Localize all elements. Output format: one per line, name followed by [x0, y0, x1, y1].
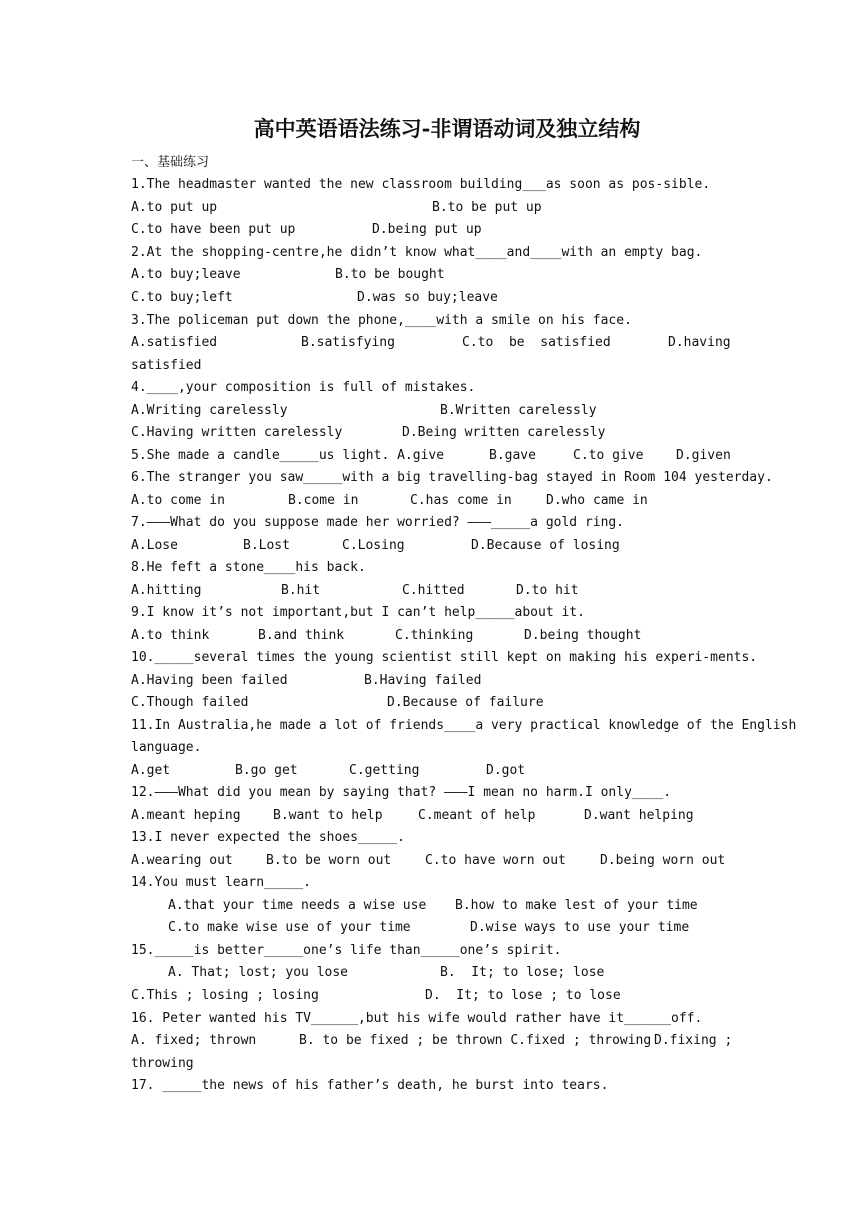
option: D.having — [668, 335, 731, 350]
option: B.satisfying — [301, 335, 395, 350]
option: A.wearing out — [131, 853, 233, 868]
option: A.to put up — [131, 200, 218, 215]
option: A.to come in — [131, 493, 225, 508]
option: B.hit — [281, 583, 321, 598]
option: D. It; to lose ; to lose — [425, 988, 621, 1003]
question-16: 16. Peter wanted his TV______,but his wife would rather have it______off. — [131, 1011, 703, 1026]
option: C.to make wise use of your time — [168, 920, 411, 935]
question-3: 3.The policeman put down the phone,____with a smile on his face. — [131, 313, 632, 328]
option: A.Writing carelessly — [131, 403, 288, 418]
option: B.to be bought — [335, 267, 445, 282]
option: C.hitted — [402, 583, 465, 598]
option: D.being worn out — [600, 853, 726, 868]
question-7: 7.———What do you suppose made her worried? ———_____a gold ring. — [131, 515, 625, 530]
option: A. That; lost; you lose — [168, 965, 349, 980]
option: D.Being written carelessly — [402, 425, 606, 440]
option: A.Having been failed — [131, 673, 288, 688]
option: C.Though failed — [131, 695, 249, 710]
option: D.who came in — [546, 493, 648, 508]
question-17: 17. _____the news of his father’s death, he burst into tears. — [131, 1078, 609, 1093]
option: A.to think — [131, 628, 210, 643]
option: C.to buy;left — [131, 290, 233, 305]
option: C.meant of help — [418, 808, 536, 823]
option: C.to have worn out — [425, 853, 566, 868]
question-11: 11.In Australia,he made a lot of friends____a very practical knowledge of the English — [131, 718, 797, 733]
option: B.how to make lest of your time — [455, 898, 698, 913]
option: D.fixing ; — [654, 1033, 733, 1048]
question-2: 2.At the shopping-centre,he didn’t know what____and____with an empty bag. — [131, 245, 703, 260]
option: D.wise ways to use your time — [470, 920, 690, 935]
option: D.to hit — [516, 583, 579, 598]
option: B. to be fixed ; be thrown C.fixed ; throwing — [299, 1033, 652, 1048]
question-10: 10._____several times the young scientist still kept on making his experi-ments. — [131, 650, 758, 665]
option: A.to buy;leave — [131, 267, 241, 282]
option: B.to be worn out — [266, 853, 392, 868]
option: A.get — [131, 763, 171, 778]
option: D.was so buy;leave — [357, 290, 498, 305]
option: A. fixed; thrown — [131, 1033, 257, 1048]
option: D.Because of losing — [471, 538, 620, 553]
option: B.Having failed — [364, 673, 482, 688]
question-12: 12.———What did you mean by saying that? ———I mean no harm.I only____. — [131, 785, 672, 800]
option: B.and think — [258, 628, 345, 643]
option: C.thinking — [395, 628, 474, 643]
section-heading: 一、基础练习 — [131, 155, 210, 170]
question-8: 8.He feft a stone____his back. — [131, 560, 366, 575]
option: D.given — [676, 448, 731, 463]
option: D.being put up — [372, 222, 482, 237]
question-13: 13.I never expected the shoes_____. — [131, 830, 405, 845]
question-9: 9.I know it’s not important,but I can’t help_____about it. — [131, 605, 585, 620]
question-5: 5.She made a candle_____us light. A.give — [131, 448, 445, 463]
option: A.Lose — [131, 538, 178, 553]
option: C.to be satisfied — [462, 335, 611, 350]
question-16-continued: throwing — [131, 1056, 194, 1071]
question-4: 4.____,your composition is full of mistakes. — [131, 380, 476, 395]
page-title: 高中英语语法练习-非谓语动词及独立结构 — [253, 116, 641, 141]
question-6: 6.The stranger you saw_____with a big travelling-bag stayed in Room 104 yesterday. — [131, 470, 773, 485]
option: B.Lost — [243, 538, 290, 553]
option: B.gave — [489, 448, 536, 463]
option: A.satisfied — [131, 335, 218, 350]
option: D.got — [486, 763, 526, 778]
question-1: 1.The headmaster wanted the new classroom building___as soon as pos-sible. — [131, 177, 711, 192]
option: C.getting — [349, 763, 420, 778]
option: C.This ; losing ; losing — [131, 988, 319, 1003]
option: B.want to help — [273, 808, 383, 823]
option: B.go get — [235, 763, 298, 778]
option: B.come in — [288, 493, 359, 508]
question-14: 14.You must learn_____. — [131, 875, 312, 890]
option: C.to have been put up — [131, 222, 296, 237]
option: A.hitting — [131, 583, 202, 598]
question-15: 15._____is better_____one’s life than_____one’s spirit. — [131, 943, 562, 958]
option: C.Losing — [342, 538, 405, 553]
option: B.Written carelessly — [440, 403, 597, 418]
question-11-continued: language. — [131, 740, 202, 755]
option: C.to give — [573, 448, 644, 463]
option: D.being thought — [524, 628, 642, 643]
option: C.has come in — [410, 493, 512, 508]
option: D.Because of failure — [387, 695, 544, 710]
question-3-continued: satisfied — [131, 358, 202, 373]
option: B. It; to lose; lose — [440, 965, 605, 980]
option: C.Having written carelessly — [131, 425, 343, 440]
option: B.to be put up — [432, 200, 542, 215]
option: A.meant heping — [131, 808, 241, 823]
option: A.that your time needs a wise use — [168, 898, 427, 913]
option: D.want helping — [584, 808, 694, 823]
